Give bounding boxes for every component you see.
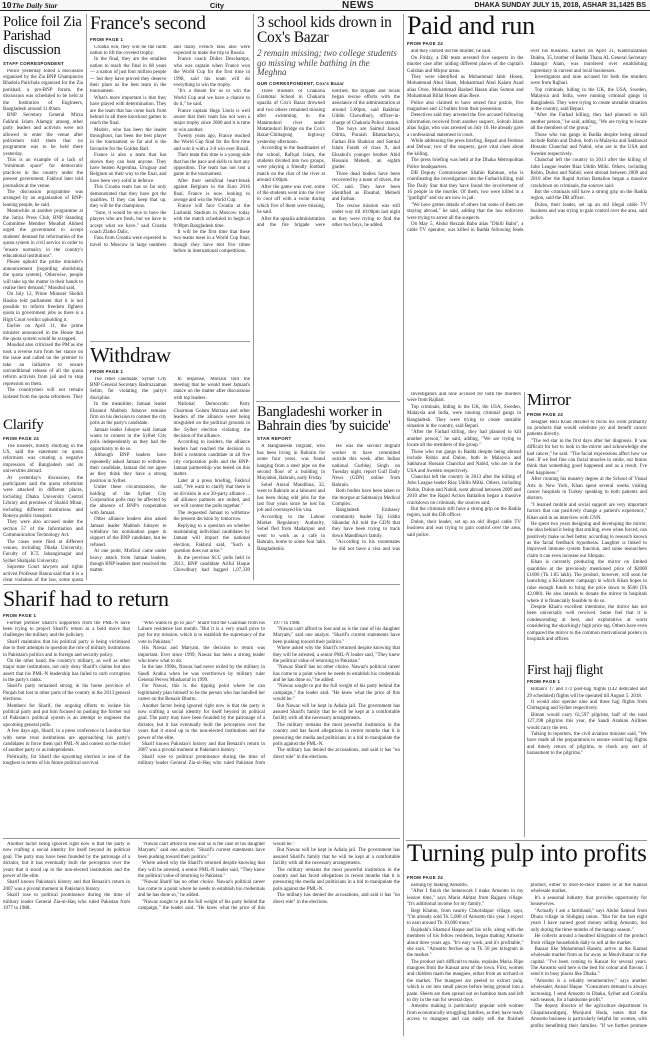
paragraph: After running his mastery degree at the School of Visual Arts in New York, Khan spent several weeks visiting cancer hospitals in Turkey speaking to both patients and doctors. [527, 477, 647, 502]
paragraph: "Sure, it would be nice to have the players who are fresh, but we have to accept what we have," said Croatia coach Zlatko Dalic. [90, 210, 167, 235]
article-body [3, 621, 400, 833]
paragraph: On the other hand, the country's military, as well as other major state institutions, not only deny Sharif's claims but also assert that his PML-N leadership has failed to curb corruption in the party's ranks. [3, 658, 130, 684]
paragraph: Rajshahi's Shamsul Haque and his wife, along with the members of his fellow residents, began making Amsotto about three years ago. "It's easy work, and it's profitable," she says. "Amsotto fetches up to Tk 50 per kilogram in the market." [407, 927, 524, 959]
paragraph: Police yesterday foiled a discussion organised by the Zia BNP Ghampiuron Bhadola Parichala organised for the Zia parishad, a pro-BNP forum, the discussion was scheduled to be held at the Institution of Engineers, Bangladesh around 11.00am. [3, 68, 83, 112]
paragraph: Talking to reporters, the civil aviation minister said, "We have made all the preparations to ensure sound hajj flights and timely return of pilgrims, to check any sort of harassment to the pilgrims." [527, 731, 647, 757]
paragraph: "I learned mobile and social support are very important factors that can positively change a patient's experience," Khan said in an interview with CNN. [527, 502, 647, 521]
headline: 3 school kids drown in Cox's Bazar [257, 14, 392, 47]
byline: FROM PAGE 24 [3, 435, 39, 441]
paragraph: "Nawaz can't afford to lose and so is the case of his daughter Maryam," said one analyst. "Sharif's current statements have been pushing toward their politics." [138, 842, 265, 860]
paragraph: and they carried out the murder, he said. [411, 49, 492, 55]
paragraph: Begi Khatun, from nearby Chhotidapur village, says, "I'm already sold Tk 5,000 of Amsotto this year. I expect to earn around Tk 10,000 more." [407, 908, 524, 927]
paragraph: Politically, for Sharif the upcoming election is one of the toughest in terms of his future political survival. [3, 754, 130, 767]
paragraph: Sharif maintains that his political party is being victimised due to their attempts to question the role of military institutions in Pakistan's politics and in foreign and security policy. [3, 639, 130, 658]
paragraph: What's more important is that they have played with determination. They are the team that has come back from behind in all three knockout games to reach the final. [90, 95, 167, 127]
paragraph: Fans from Croatia were expected to travel to Moscow in large numbers and many French fans also were expected to make the trip to Russia. [90, 44, 250, 248]
byline: FROM PAGE 1 [90, 36, 124, 42]
paragraph: The military remains the most powerful institution in the country and has faced allegations in recent months that it is pressuring the media and politicians in a bid to manipulate the polls against the PML-N. [273, 722, 400, 747]
paper-name: The Daily Star [12, 0, 58, 10]
dateline: DHAKA SUNDAY JULY 15, 2018, ASHAR 31,1425 BS [474, 1, 646, 9]
article-body [407, 49, 647, 385]
paragraph: "Nawaz sought to put the full weight of his party behind the campaign," the leader said. "He knew what the price of this would be." [138, 842, 295, 911]
article-sharif-return [3, 588, 400, 836]
paragraph: He collects around a hundred kilograms of the product from village households daily to sell at the market. [530, 934, 647, 946]
article-police-foil [3, 15, 83, 417]
paragraph: Top criminals, hiding in the UK, the USA, Sweden, Malaysia and India, were running criminal gangs in Bangladesh. They were trying to create unstable situation in the country, said Bepari. [407, 404, 521, 429]
masthead [0, 0, 650, 11]
paragraph: Police also claimed to have seized four pistols, five magazines and 12 bullets from their possession. [407, 100, 524, 112]
paragraph: The insiders, mostly studying in the US, said the statement on quota reformists was creating a negative impression of Bangladesh and its universities abroad. [3, 443, 83, 475]
byline: FROM PAGE 1 [3, 612, 37, 618]
column-rule [524, 392, 525, 837]
paragraph: "Nawaz Sharif has no other choice. Nawaz's political career has come to a point where he needs to establish his credentials and he has done so," he added. [273, 665, 400, 684]
paragraph: Despite Khan's excellent intentions, the mirror has not been universally well received. Some feel that it is condescending at best, and exploitative at worst considering the shockingly high price tag. Others have even compared the mirror to the common motivational posters in hospitals and offices. [527, 604, 647, 642]
headline: Sharif had to return [3, 586, 169, 611]
section-rule [3, 584, 400, 585]
article-paid-and-run [407, 13, 647, 389]
paragraph: The requested Jamaat to withdraw the present decision by tomorrow. [173, 510, 250, 523]
paragraph: Bangladesh Embassy community leader Taj Uddin Sikandar Ali told the GDN that they have been trying to track down Mandibua's family. [332, 508, 400, 539]
paragraph: At one point, Mofizul came under heavy attack from Jamaat leaders, though BNP leaders later resolved the matter. [90, 549, 167, 574]
article-first-hajj-flight [527, 663, 647, 837]
paragraph: They were also accused under the section 57 of the Information and Communication Technology Act. [3, 520, 83, 539]
headline: France's second [90, 13, 206, 34]
paragraph: Those who run gangs in Badda despite being abroad include Robin and Dulon, both in Malaysia and Sakhawat Hossain Chanchal and Nabid, who are in the USA and Sweden respectively. [407, 449, 521, 474]
paragraph: Twenty years ago, France reached the World Cup final for the first time and won it with a 3-0 win over Brazil. [173, 134, 250, 152]
paragraph: DB Deputy Commissioner Shahin Rahman, who is coordinating the investigation into the Farhad killing, told The Daily Star that they have found the involvement of 16 people in the murder. Of them, two were killed in a "gunfight" and six are now in jail. [407, 170, 524, 202]
article-body [90, 45, 250, 335]
paragraph: Bazaar like Mohammad Hasem, arrive at the Kansat wholesale market from as far away as Moulvibazar or the capital. "I've been coming to Kansat for several years. The Amsotto sold here is the best for colour and flavour. I send it to busy places like Dhaka." [530, 946, 647, 978]
column-rule [253, 14, 254, 580]
article-body [257, 89, 400, 351]
paragraph: But Nawaz will be kept in Adiala jail. The government has assured Sharif's family that he will be kept at a comfortable facility with all the necessary arrangements. [273, 848, 400, 867]
paragraph: Members for Sharif, the ongoing efforts to isolate his political party and put him focused on pushing the former out of Pakistan's political system is an attempt to engineer the upcoming general polls. [3, 703, 130, 728]
paragraph: They were identified as Mohammad Jabir Hosen, Mohammad Abul Sham, Mohammad Abul Kalam Azad alias Ovee, Mohammad Rashed Hasan alias Sumon and Mohammad Billal Hosen alias Bece. [407, 75, 524, 100]
section-label: City [209, 0, 224, 10]
paragraph: Earlier on April 11, the prime minister announced in the House that the quota system would be scrapped. [3, 324, 83, 343]
paragraph: The countrymen will not remain isolated from the quota reformers. They [3, 388, 83, 399]
paragraph: Investigators and nine accused for both the murders were from Rajbari. [530, 75, 647, 87]
paragraph: It's a seasonal industry that provides opportunity for housewives. [530, 895, 647, 908]
paragraph: "According to his roommates he did not have a visa and was [332, 540, 400, 552]
paragraph: The product isn't difficult to make, explains Maria. Ripe mangoes from the Kansat area of the town. First, women and children mash the mangoes, either from an orchard or the market. The mangoes are peeled to extract pulp, which is cut into small pieces before being ground into a paste. Sheets are then spread out on bamboo mats and left to dry in the sun for several days. [407, 959, 524, 1004]
paragraph: But the criminals still have a strong grip on the Badda region, said the DB officer. [407, 507, 521, 519]
paragraph: The press briefing was held at the Dhaka Metropolitan Police headquarters. [407, 158, 524, 170]
article-body [3, 842, 400, 1038]
headline: Police foil Zia Parishad discussion [3, 14, 82, 59]
paragraph: On May 5, Abdur Rezzak Babu alias "Dhilli Babu", a cable TV operator, was killed in Badda following feuds over his business. Earlier on April 21, Kamruzzaman Dukhu, 35, brother of Badda Thana AL General Secretary Jahangir Alam, was murdered over establishing supremacy in current and local businesses. [407, 49, 647, 234]
section-rule [3, 838, 400, 839]
paragraph: At yesterday's discussion, the participants said the quota reformists were attacked in different places, including Dhaka University Central Library and premises of Shahid Minar, including different institutions and Rokeya public transport. [3, 475, 83, 519]
subheadline: 2 remain missing; two college students go missing while bathing in the Meghna [257, 48, 397, 78]
paragraph: The boys are Saimul Jawad Odrita, Puraish Bhattacharya, Farhan Bin Shahriar and Samiul Islam Farabi of class X, and Ehsahul's younger brother Abid Hossain Mehedi, an eighth grader. [332, 127, 400, 171]
paragraph: A few days ago, Sharif, in a press conference in London that with some trust institutions are approaching his party's candidates to force them quit PML-N and contest on the ticket of another party or as independents. [3, 729, 130, 754]
byline: FROM PAGE 24 [407, 41, 443, 47]
paragraph: While addressing the press briefing, Bepari and Ferdous and Delwar, two of the suspects, gave vital clues about the killing. [407, 138, 524, 157]
paragraph: France will face Croatia at the Luzhniki Stadium in Moscow today with the match scheduled to begin at 9:00pm Bangladesh time. [173, 204, 250, 229]
article-body [527, 687, 647, 835]
paragraph: Detectives said they arrested the five accused following information received from another suspect, Sohrab Islam alias Sajjat, who was arrested on July 10. He already gave a confessional statement in court. [407, 113, 524, 138]
paragraph: BNP Secretary General Mirza Fakhrul Islam Alamgir among other party leaders and activists were not allowed to enter the venue after policemen told them that no programme was to be held there yesterday. [3, 113, 83, 157]
paragraph: Croatia win, they will be the ninth nation to lift the coveted trophy. [90, 44, 167, 56]
paragraph: Sohel Anisul Mandibua, 32, went to Bahrain as a labourer and has been doing odd jobs for the last four years since he lost his job and overstayed his visa. [257, 482, 325, 514]
paragraph: Sharif knows Pakistan's history and that Benazir's return in 2007 was a pivotal moment in Pakistan's history. [138, 741, 265, 754]
section-rule [256, 401, 400, 402]
article-sharif-return-continued [3, 842, 400, 1038]
paragraph: After the upazila administration and the fire brigade were notified, the brigade and locals began rescue efforts with the assistance of the administration at around 5:00pm, said Bakhtiar Uddin Chowdhury, officer-in-charge of Chakaria Police station. [257, 88, 400, 228]
paragraph: National Democratic Party Chairman Golam Mortaza and other leaders of the alliance were being misguided on the political grounds in the Sylhet election violating the decision of the alliance. [173, 402, 250, 440]
paragraph: Moudud also criticised the PM as she took a reverse turn from her stance on the issue and called on the premier to take an initiative to ensure unconditional release of all the quota reform activists from jail and to stop repression on them. [3, 343, 83, 387]
article-body [407, 392, 521, 837]
article-body [407, 883, 647, 1035]
paragraph: For Nawaz, this is the tipping point where he can legitimately plan himself to be the person who has handled her career on the Benazir Bhutto. [138, 684, 265, 703]
article-turning-pulp-body [407, 872, 647, 1038]
paragraph: Although BNP leaders have repeatedly asked Jamaat to withdraw their candidate, Jamaat did not agree as they think they have a strong position in Sylhet. [90, 453, 167, 484]
article-paid-and-run-continued [407, 392, 521, 837]
paragraph: Dulon, their leader, set up an old illegal cable TV business and was trying to gain control over the area, said police. [407, 519, 521, 538]
paragraph: He was the second migrant worker to have committed suicide this week, after Indian national Gurbhej Singh on Tuesday night, report Gulf Daily News (GDN) online from Bahrain. [332, 444, 400, 488]
paragraph: Under these circumstances, the holding of the Sylhet City Corporation polls may be affected by the absence of BNP's cooperation with Jamaat. [90, 485, 167, 516]
news-label: NEWS [342, 0, 374, 11]
paragraph: Modric, who has been the leader throughout, has been the best player in the tournament so far and is the favourite for the Golden Ball. [90, 127, 167, 152]
paragraph: The military has denied the accusations, and said it has "no direct role" in the elections. [273, 748, 400, 760]
paragraph: After the game was over, some of the students went into the river to cool off with a swim during which five of them were missing, he said. [257, 184, 325, 216]
paragraph: The rebel candidate, Sylhet City BNP General Secretary Badruzzaman Selim, for violating the party's discipline. [90, 376, 167, 401]
paragraph: His Nawaz and Maryam, the decision to return was important. Ever since 1999, Nawaz has been a strong leader who knew what to do. [138, 646, 265, 664]
paragraph: Investigators and nine accused for both the murders were from Rajbari. [407, 392, 521, 404]
paragraph: Dulon, their leader, set up an old illegal cable TV business and was trying to gain control over the area, said police. [530, 202, 647, 221]
paragraph: "Nawaz can't afford to lose and so is the case of his daughter Maryam," said one analyst. "Sharif's current statements have been pushing toward their politics." [273, 626, 400, 645]
byline: FROM PAGE 24 [527, 411, 563, 417]
paragraph: Khan is currently producing the mirror on limited quantities at the previously mentioned price of $2000 £1000 (Tk 1.85 lakh). The product, however, will soon be launching a Kickstarter campaign in which Khan hopes to raise enough funds to bring the price down to $500 (Tk 42,000). He also intends to donate the mirror to hospitals where it is financially feasible to do so. [527, 560, 647, 604]
paragraph: "We have gotten details of others but some of them are staying abroad," he said, adding that the law enforcers were trying to arrest all the suspects. [407, 202, 524, 221]
headline: Turning pulp into profits [407, 840, 647, 867]
paragraph: Biman's 17 and 172 post-hajj flights (142 dedicated and 29 scheduled) flights will be operated till August 5. 2018. [527, 687, 647, 699]
paragraph: Another factor being ignored right now is that the party is now crafting a social identity for itself beyond its political goal. The party may have been founded by the patronage of a dictator, but it has eventually built the perception over the years that it stood up to the non-elected institutions and the power of the elite. [3, 842, 130, 879]
paragraph: The cases were filed at different venues, including Dhaka University, Faculty of ICT, Jahangirnagar and Sylhet Shahjalal University. [3, 539, 83, 564]
paragraph: But the criminals still have a strong grip on the Badda region, said the DB officer. [530, 190, 647, 202]
headline: Paid and run [407, 11, 535, 40]
byline: FROM PAGE 1 [527, 679, 561, 685]
paragraph: A Bangladeshi migrant, who has been living in Bahrain for some four years, was found hanging from a steel pipe on the second floor of a building in Muyamni, Bahrain, early Friday. [257, 444, 325, 482]
paragraph: It will be the first time that these two teams meet in a World Cup final, though they have met five times before in international competitions. [173, 229, 250, 255]
article-bahrain-worker [257, 405, 400, 581]
paragraph: Chanchal left the country in 2013 after the killing of Jubo League leader Riaz Uddin Milki. Others, including Robin, Dulon and Nabid, went abroad between 2009 and 2010 after the Rapid Action Battalion began a massive crackdown on criminals, the sources said. [530, 158, 647, 189]
paragraph: Later at a press briefing, Fakhrul said, "We want to clarify that there is no division in our 20-party alliance ... all alliance partners are united, and we will contest the polls together." [173, 478, 250, 510]
paragraph: But Nawaz will be kept in Adiala jail. The government has assured Sharif's family that he will be kept at a comfortable facility with all the necessary arrangements. [273, 703, 400, 722]
paragraph: In response, Mofizul told the meeting that he would meet Jamaat's stance on the matter after discussions with top leaders. [173, 376, 250, 401]
paragraph: "Nawaz sought to put the full weight of his party behind the campaign," the leader said. "He knew what the price of this would be." [273, 684, 400, 703]
paragraph: Amsotto making is particularly popular with women from economically struggling families, as they have ready access to mangoes and can easily sell the finished product, either to door-to-door traders or at the Kansat wholesale market. [407, 883, 647, 1023]
paragraph: "It's a dream for us to win the World Cup and we have a chance to do it," he said. [173, 89, 250, 108]
paragraph: The deputy director of the agriculture department in Chapainawabganj, Monjurul Huda, notes that the Amsotto business is particularly helpful for women, with profits benefitting their families. "If we further promote [530, 1004, 647, 1029]
paragraph: On July 12, Prime Minister Sheikh Hasina told parliament that it is not possible to reform freedom fighters quota in government jobs as there is a High Court verdict upholding it. [3, 292, 83, 323]
paragraph: Where asked why the Sharif's returned despite knowing that they will be arrested, a senior PML-N leader said, "They knew the political value of returning to Pakistan." [273, 646, 400, 664]
article-withdraw [90, 345, 250, 581]
paragraph: Biman would carry 61,597 pilgrims, half of the total 127,198 pilgrims this year, the Saudi Arabian Airlines would carry the rest. [527, 712, 647, 731]
paragraph: Another factor being ignored right now is that the party is now crafting a social identity for itself beyond its political goal. The party may have been founded by the patronage of a dictator, but it has eventually built the perception over the years that it stood up to the non-elected institutions and the power of the elite. [138, 703, 265, 741]
paragraph: France is also a team that has shown they can beat anyone. They have beaten Argentina, Uruguay and Belgium on their way to the final, and have been very solid in defence. [90, 153, 167, 184]
paragraph: "Actually I am a farmhand," says Abdul Samsul from Dhara village in Shibganj union. "But for the last eight years I have earned good money selling Amsotto, but only during the three months of the mango season." [530, 908, 647, 933]
paragraph: Jamaat leader Jubayer said Jamaat wants to contest in the Sylhet City polls independently as they had the opportunity to do so. [90, 427, 167, 452]
paragraph: This is an example of a lack of "minimum space" for democratic practices in the country under the present government, Fakhrul later told journalists at the venue. [3, 158, 83, 189]
headline: First hajj flight [527, 662, 603, 677]
paragraph: According to the headmaster of the school, Rafiqul Islam, the students divided into two groups, were playing a friendly football match on the char of the river at around 4:00pm. [257, 146, 325, 184]
article-body [527, 420, 647, 662]
paragraph: Three students of Chakaria Grammar School in Chakaria upazila of Cox's Bazar drowned and two others remained missing after swimming in the Matamuhuri river under Matamuhuri Bridge on the Cox's Bazar-Chittagong highway yesterday afternoon. [257, 88, 325, 145]
paragraph: "After the Farhad killing, they had planned to kill another person," he said, adding, "We are trying to locate all the members of the group." [407, 430, 521, 449]
byline: STAFF CORRESPONDENT [3, 60, 64, 66]
paragraph: Sharif knows Pakistan's history and that Benazir's return in 2007 was a pivotal moment in Pakistan's history. [3, 880, 130, 892]
paragraph: designer Rezi Khan decided to focus his work primarily on products that would celebrate joy and benefit cancer patients directly. [527, 419, 647, 438]
paragraph: Sharif rose to political prominence during the time of military leader General Zia-ul-Haq who ruled Pakistan from 1977 to 1988. [3, 893, 130, 911]
paragraph: This Croatia team has so far only demonstrated that they have got the qualities. If they can keep that up, they will be the champions. [90, 185, 167, 210]
headline: Clarify [3, 417, 44, 433]
paragraph: France captain Hugo Lloris is well aware that their team has not won a major trophy since 2000 and it is time to win another. [173, 108, 250, 133]
paragraph: The discussion programme was arranged by an organisation of BNP-leaning people, he said. [3, 190, 83, 208]
paragraph: Both bodies have been taken to the morgue at Salmaniya Medical Complex. [332, 489, 400, 507]
paragraph: "Who wants to go to jail?" Sharif told the Guardian from his Lahore residence last month. "But it is a very small price to pay for my mission, which is to establish the supremacy of the vote in Pakistan." [138, 620, 265, 645]
headline: Withdraw [90, 343, 171, 367]
paragraph: Supreme Court lawyers and rights activist Professor Banna said that it is a clear violation of the law, some quota [3, 565, 83, 583]
paragraph: It would also operate nine and three hajj flights from Chittagong and Sylhet respectively. [527, 700, 647, 712]
column-rule [86, 14, 87, 580]
paragraph: "After I finish the homework I make Amsotto in my leisure time," says Maria Akhtar from Rajpara village. "It's additional income for my family." [407, 889, 524, 908]
paragraph: France coach Didier Deschamps, who was captain when France won the World Cup for the first time in 1998, said his team will do everything to win the trophy. [173, 57, 250, 88]
section-rule [90, 341, 250, 342]
paragraph: The military remains the most powerful institution in the country and has faced allegations in recent months that it is pressuring the media and politicians in a bid to manipulate the polls against the PML-N. [273, 867, 400, 892]
byline: FROM PAGE 24 [407, 875, 443, 880]
paragraph: Former premier Sharif's supporters from the PML-N have been trying to project Sharif's return as a bold move that challenges the military and the judiciary. [3, 620, 130, 639]
paragraph: Top criminals, hiding in the UK, the USA, Sweden, Malaysia and India, were running criminal gangs in Bangladesh. They were trying to create unstable situation in the country, said Bepari. [530, 87, 647, 112]
paragraph: Sharif rose to political prominence during the time of military leader General Zia-ul-Haq who ruled Pakistan from 1977 to 1988. [138, 620, 301, 767]
paragraph: Meanwhile at another programme at the Jatiya Press Club, BNP Standing Committee Member Moudud Ahmed urged the government to accept students' demand for reformation of the quota system in civil service in order to "ensure normalcy in the country's educational institutions". [3, 209, 83, 259]
paragraph: He spent two years designing and developing the mirror, the idea behind it being that smiling, even when forced, can positively make us feel better, according to research known as the facial feedback hypothesis. Laughter is linked to improved immune system function, and some researchers claim it can even increase our lifespan. [527, 521, 647, 559]
paragraph: Other alliance leaders also asked Jamaat leader Mahbub Jubayer to withdraw his nomination paper in support of the BNP candidate, but he refused. [90, 517, 167, 548]
paragraph: In the meantime, Jamaat leader Ehsanul Mahbub Jubayer remains firm on his decision to contest the city polls as the party's candidate. [90, 402, 167, 427]
article-mirror [527, 392, 647, 660]
paragraph: earning by making Amsotto. [411, 883, 468, 888]
paragraph: Replying to a question on whether maintaining individual candidates by Jamaat will impact the national election, Fakhrul said, "Such a question does not arise." [173, 523, 250, 555]
paragraph: "Nawaz Sharif has no other choice. Nawaz's political career has come to a point where he needs to establish his credentials and he has done so," he added. [138, 880, 265, 899]
article-body [90, 377, 250, 577]
paragraph: "After the Farhad killing, they had planned to kill another person," he said, adding, "We are trying to locate all the members of the group." [530, 113, 647, 132]
article-body [3, 69, 83, 399]
paragraph: In the late 1990s, Nawaz had never exiled by the military in Saudi Arabia when he was overthrown by military ruler General Pervez Musharraf in 1999. [138, 665, 265, 684]
article-france-second [90, 15, 250, 339]
byline: FROM PAGE 1 [90, 368, 124, 374]
paragraph: "The red star in the first days after her diagnosis. It was difficult for her to look in the mirror and acknowledge she had cancer," he said. "The facial expressions affect how we feel. If we feel fine can facial muscles to smile, our brains think that something good happened and as a result, I've feel happiness." [527, 438, 647, 476]
paragraph: In the previous SCC polls held in 2013, BNP candidate Ariful Haque Chowdhury had bagged 1,07,330 [173, 555, 250, 574]
article-body [257, 444, 400, 554]
paragraph: In the final, they are the smallest nation to reach the final in 68 years — a nation of just four million people — but they have proved they deserve their place as the best team in the tournament. [90, 57, 167, 95]
paragraph: The rescue mission was still under way till 10:00pm last night as they were trying to find the other two boys, he added. [332, 203, 400, 228]
paragraph: Chanchal left the country in 2013 after the killing of Jubo League leader Riaz Uddin Milki. Others, including Robin, Dulon and Nabid, went abroad between 2009 and 2010 after the Rapid Action Battalion began a massive crackdown on criminals, the sources said. [407, 475, 521, 506]
paragraph: On Friday, a DB team arrested five suspects in the murder case after raiding different places of the capital's Gulshan and Mirpur areas. [407, 55, 524, 74]
article-body [3, 444, 83, 584]
byline: OUR CORRESPONDENT, Cox's Bazar [257, 80, 345, 86]
paragraph: After their semifinal heart-break against Belgium in the Euro 2016 final, France is now looking to avenge and win the World Cup. [173, 178, 250, 203]
headline: Bangladeshi worker in Bahrain dies 'by suicide' [257, 404, 391, 435]
paragraph: Three dead bodies have been recovered by a team of divers, the OC said. They have been identified as Ehsahul, Mehedi and Farhan. [332, 171, 400, 203]
page-number: 10 [2, 0, 12, 10]
article-clarify [3, 418, 83, 582]
headline: Mirror [527, 390, 571, 409]
byline: STAR REPORT [257, 436, 292, 442]
paragraph: According to insiders, the alliance leaders had reached the decision to field a common candidate in all five city corporation polls and the BNP-Jamaat partnership was tested on this matter. [173, 440, 250, 478]
paragraph: Those who run gangs in Badda despite being abroad include Robin and Dulon, both in Malaysia and Sakhawat Hossain Chanchal and Nabid, who are in the USA and Sweden respectively. [530, 132, 647, 157]
paragraph: "Amsotto is a reliably renumerative," says another wholesaler, Anisul Haque. "Consumers demand is always increasing. I send Amsotto to Dhaka, Sylhet and Comilla each season, for a handsome profit." [530, 978, 647, 1004]
paragraph: According to the Labour Market Regulatory Authority, Sohel fled from Madaripur and went to work as a cafe in Bahrain, home to some four lakh Bangladeshis. [257, 514, 325, 552]
paragraph: The military has denied the accusations, and said it has "no direct role" in the elections. [273, 893, 400, 905]
paragraph: Their team this time is a young side that has the pace and skills to hurt any opposition. The team has not lost a game in the tournament. [173, 153, 250, 178]
paragraph: Sharif's party remained strong in his home province of Punjab but lost in other parts of the country in the 2013 general elections. [3, 684, 130, 703]
paragraph: Where asked why the Sharif's returned despite knowing that they will be arrested, a senior PML-N leader said, "They knew the political value of returning to Pakistan." [138, 861, 265, 879]
paragraph: Please uphold the prime minister's announcement [regarding abolishing the quota system]. Otherwise, people will take up the matter in their hands to realise their demand," Moudud said. [3, 260, 83, 291]
article-school-kids-drown [257, 15, 400, 399]
